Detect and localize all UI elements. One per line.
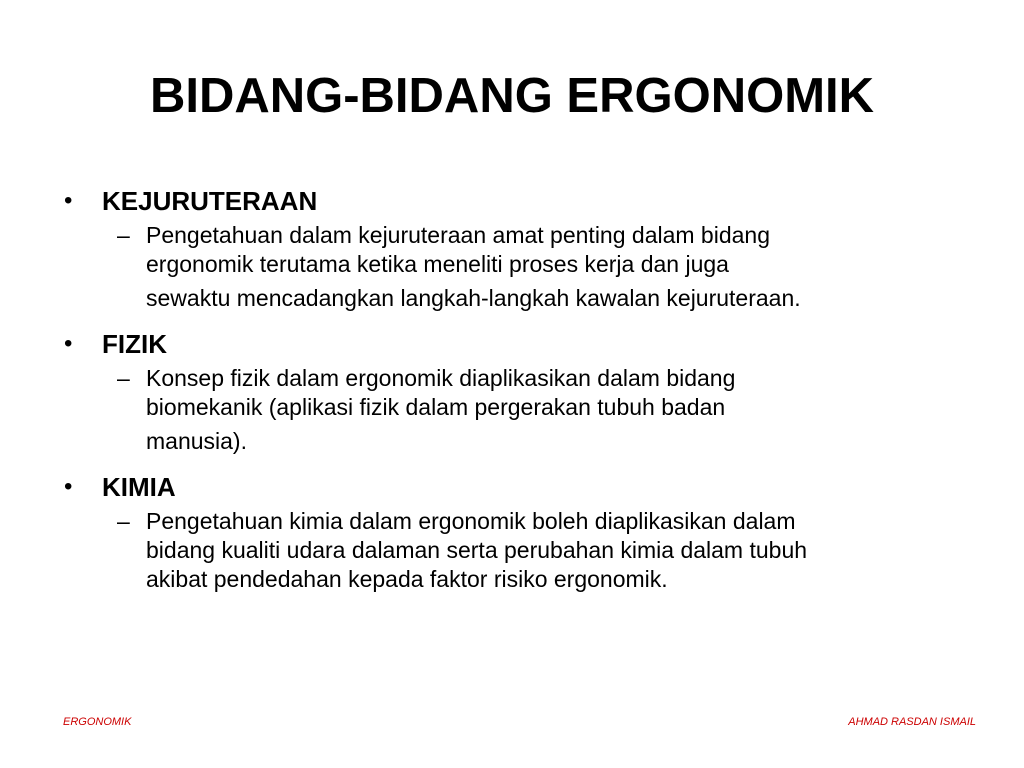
sub-item-line: manusia).: [146, 428, 247, 454]
list-item-fizik: [64, 324, 984, 461]
bullet-icon: •: [64, 330, 73, 357]
sub-item-line: Konsep fizik dalam ergonomik diaplikasikan dalam bidang: [146, 365, 736, 391]
bullet-list: [64, 181, 984, 600]
footer-left: ERGONOMIK: [63, 716, 132, 728]
sub-item: [117, 364, 984, 461]
list-item-kimia: [64, 467, 984, 594]
sub-item: [117, 507, 984, 594]
list-item-kejuruteraan: [64, 181, 984, 318]
sub-item-line: akibat pendedahan kepada faktor risiko ergonomik.: [146, 566, 668, 592]
bullet-icon: •: [64, 473, 73, 500]
sub-item-line: sewaktu mencadangkan langkah-langkah kawalan kejuruteraan.: [146, 285, 801, 311]
slide-title: BIDANG-BIDANG ERGONOMIK: [149, 69, 875, 123]
bullet-icon: •: [64, 187, 73, 214]
sub-item-line: ergonomik terutama ketika meneliti proses kerja dan juga: [146, 251, 729, 277]
item-heading: KEJURUTERAAN: [102, 186, 318, 216]
sub-item-line: Pengetahuan kimia dalam ergonomik boleh diaplikasikan dalam: [146, 508, 796, 534]
dash-icon: –: [117, 222, 130, 248]
dash-icon: –: [117, 508, 130, 534]
footer-right: AHMAD RASDAN ISMAIL: [848, 716, 976, 728]
sub-item-line: biomekanik (aplikasi fizik dalam pergerakan tubuh badan: [146, 394, 726, 420]
sub-item-line: Pengetahuan dalam kejuruteraan amat penting dalam bidang: [146, 222, 770, 248]
item-heading: FIZIK: [102, 329, 167, 359]
sub-item: [117, 221, 984, 318]
item-heading: KIMIA: [102, 472, 176, 502]
sub-item-line: bidang kualiti udara dalaman serta perubahan kimia dalam tubuh: [146, 537, 808, 563]
dash-icon: –: [117, 365, 130, 391]
